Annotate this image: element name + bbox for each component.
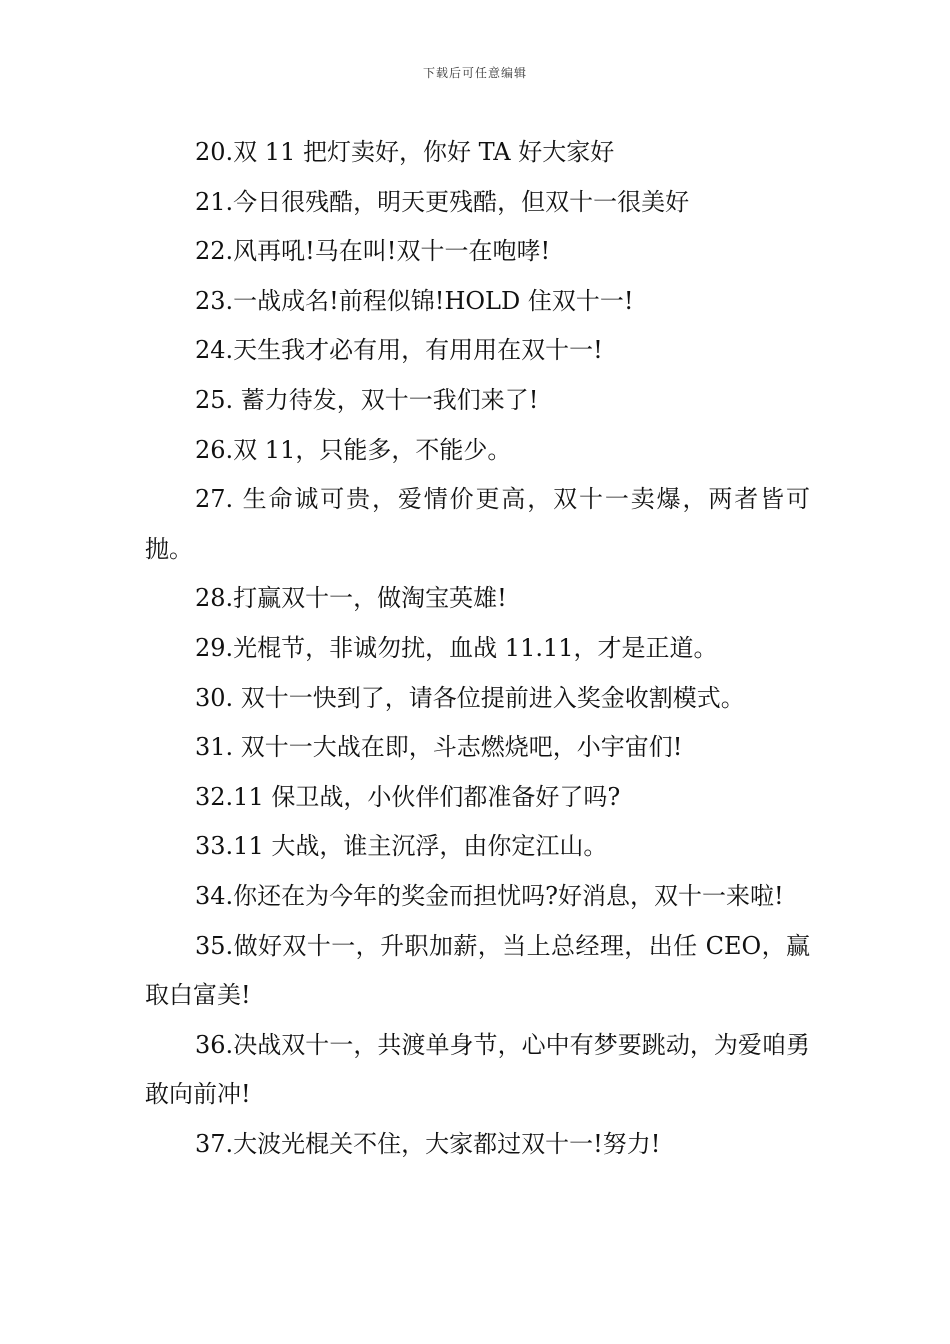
list-item: 36.决战双十一，共渡单身节，心中有梦要跳动，为爱咱勇敢向前冲! — [145, 1030, 810, 1109]
list-item: 32.11 保卫战，小伙伴们都准备好了吗? — [195, 782, 621, 811]
list-item: 20.双 11 把灯卖好，你好 TA 好大家好 — [195, 138, 615, 166]
list-item: 30. 双十一快到了，请各位提前进入奖金收割模式。 — [195, 683, 745, 712]
list-item: 33.11 大战，谁主沉浮，由你定江山。 — [195, 832, 608, 861]
list-item: 31. 双十一大战在即，斗志燃烧吧，小宇宙们! — [195, 733, 683, 762]
list-item: 21.今日很残酷，明天更残酷，但双十一很美好 — [195, 187, 690, 216]
list-item: 23.一战成名!前程似锦!HOLD 住双十一! — [195, 286, 634, 315]
list-item: 25. 蓄力待发，双十一我们来了! — [195, 385, 539, 414]
list-item: 24.天生我才必有用，有用用在双十一! — [195, 336, 603, 365]
list-item: 37.大波光棍关不住，大家都过双十一!努力! — [195, 1129, 661, 1158]
list-item: 26.双 11，只能多，不能少。 — [195, 435, 512, 464]
list-item: 29.光棍节，非诚勿扰，血战 11.11，才是正道。 — [195, 633, 718, 662]
list-item: 35.做好双十一，升职加薪，当上总经理，出任 CEO，赢取白富美! — [145, 931, 810, 1010]
list-item: 22.风再吼!马在叫!双十一在咆哮! — [195, 237, 551, 266]
page-header: 下载后可任意编辑 — [422, 66, 527, 80]
document-body — [145, 128, 810, 1169]
list-item: 34.你还在为今年的奖金而担忧吗?好消息，双十一来啦! — [195, 881, 784, 910]
list-item: 27. 生命诚可贵，爱情价更高，双十一卖爆，两者皆可抛。 — [145, 485, 810, 563]
list-item: 28.打赢双十一，做淘宝英雄! — [195, 584, 507, 613]
